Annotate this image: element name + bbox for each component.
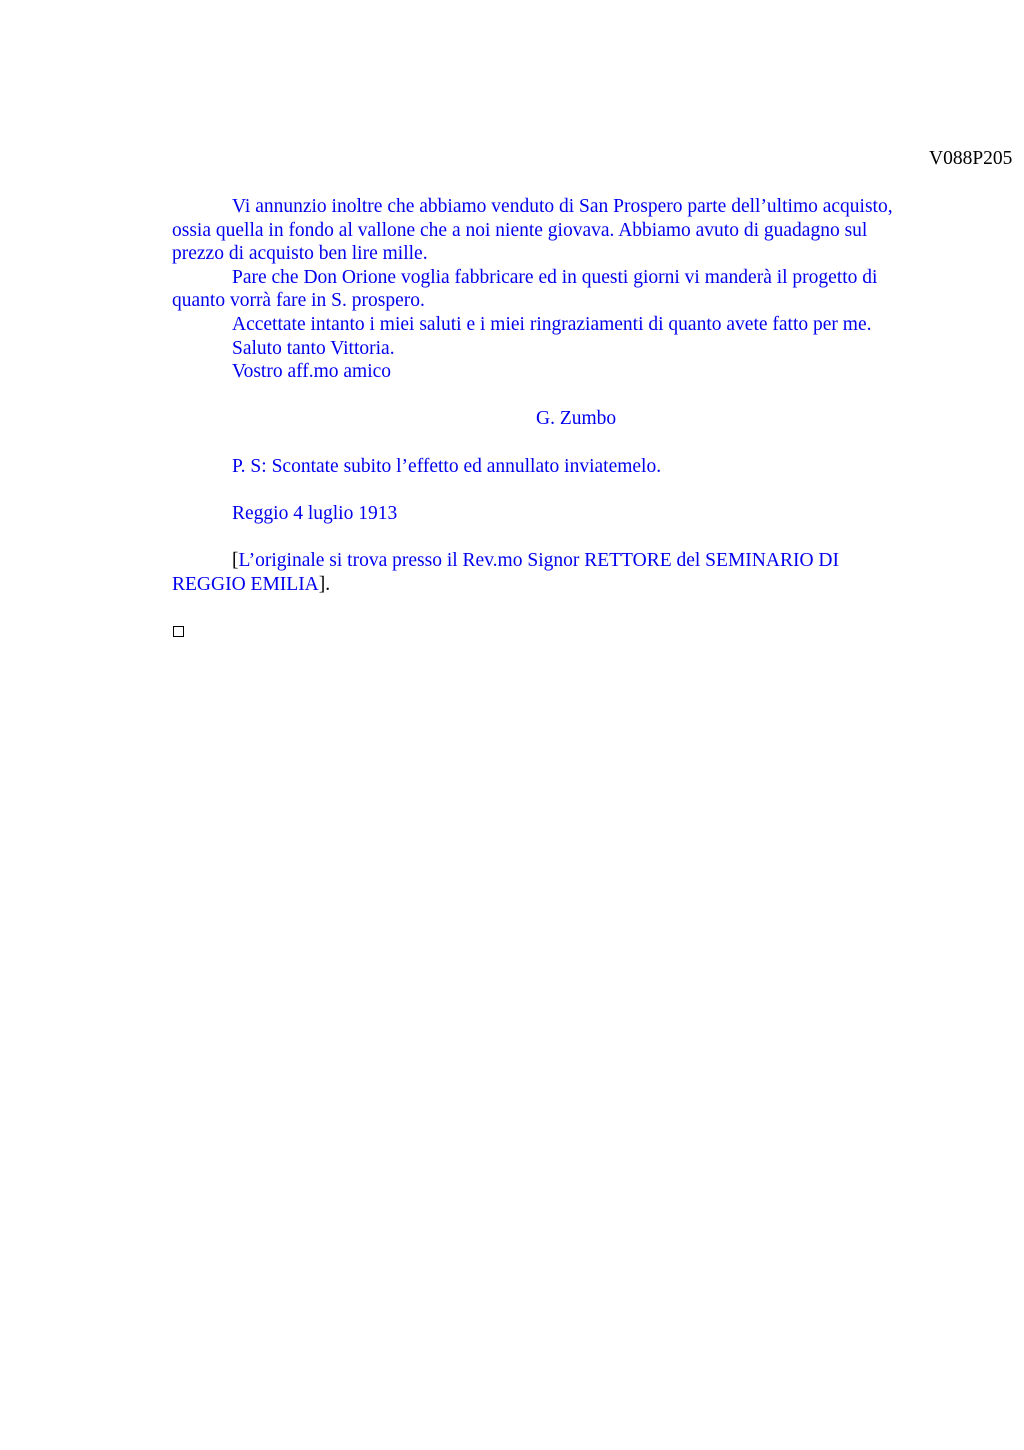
place-date: Reggio 4 luglio 1913 [232,502,398,524]
paragraph-sale: Vi annunzio inoltre che abbiamo venduto di San Prospero parte dell’ultimo acquisto, ossia quella in fondo al vallone che a noi niente giovava. Abbiamo avuto di guadagno sul prezzo di acquisto ben lire mille. [172,196,893,265]
paragraph-don-orione: Pare che Don Orione voglia fabbricare ed in questi giorni vi manderà il progetto di quanto vorrà fare in S. prospero. [172,266,878,312]
paragraph-thanks: Accettate intanto i miei saluti e i miei ringraziamenti di quanto avete fatto per me. [232,313,872,335]
source-note-open-bracket: [ [232,549,239,571]
paragraph-closing: Vostro aff.mo amico [232,361,392,383]
source-note-close-bracket: ]. [318,573,331,595]
letter-body [172,195,917,596]
postscript: P. S: Scontate subito l’effetto ed annullato inviatemelo. [232,455,662,477]
source-note [172,549,917,596]
spacer [172,384,917,408]
page-code: V088P205 [929,148,1013,169]
source-note-text: L’originale si trova presso il Rev.mo Signor RETTORE del SEMINARIO DI REGGIO EMILIA [172,549,839,595]
spacer [172,478,917,502]
signature: G. Zumbo [536,408,617,430]
paragraph-greeting: Saluto tanto Vittoria. [232,337,395,359]
spacer [172,431,917,455]
spacer [172,525,917,549]
end-marker-box-icon [173,626,184,637]
